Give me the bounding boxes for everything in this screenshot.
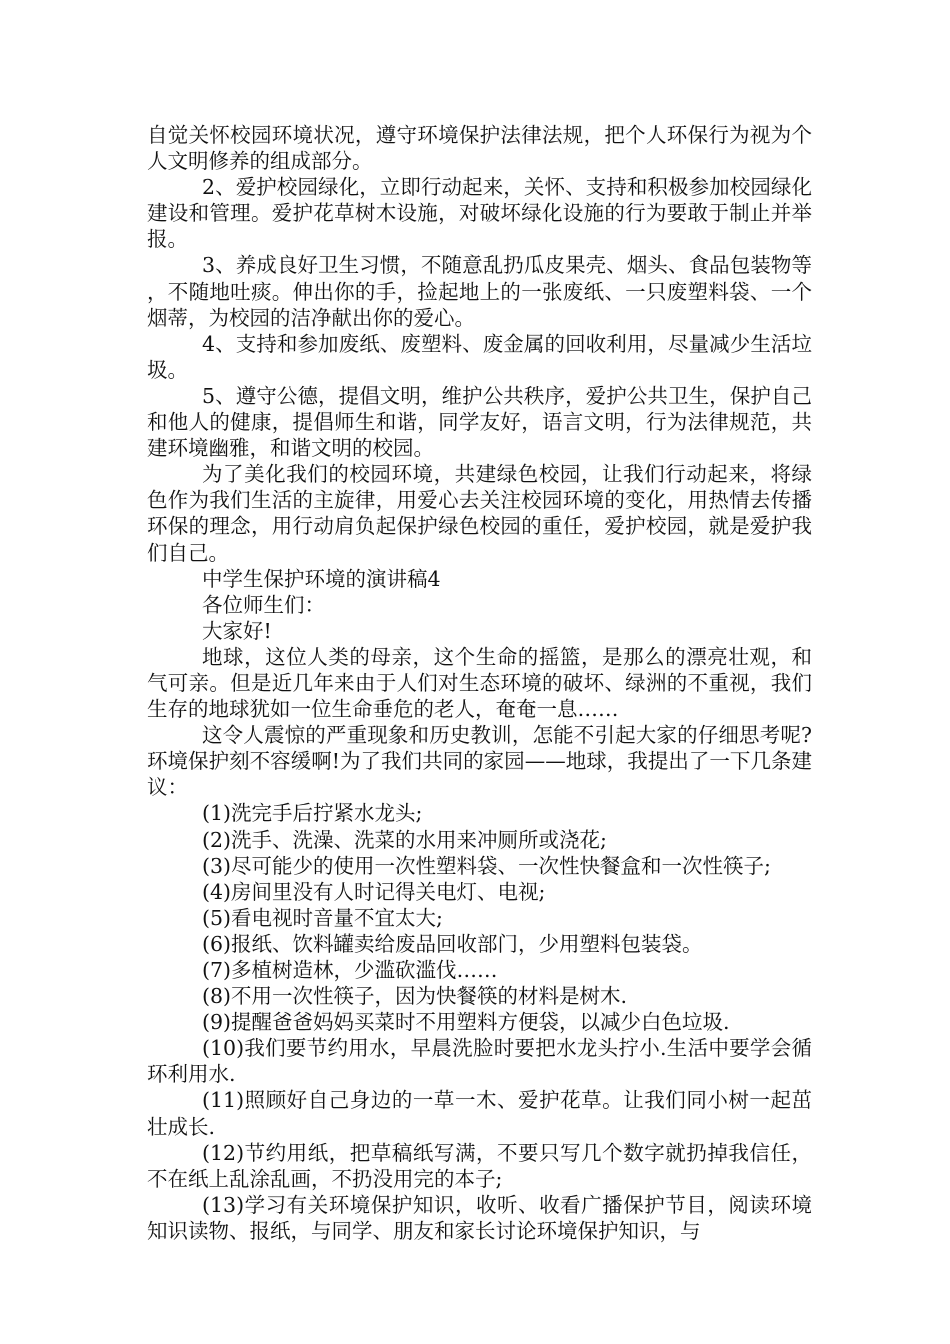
paragraph: 3、养成良好卫生习惯，不随意乱扔瓜皮果壳、烟头、食品包装物等，不随地吐痰。伸出你的手，捡起地上的一张废纸、一只废塑料袋、一个烟蒂，为校园的洁净献出你的爱心。 <box>147 253 812 330</box>
document-body <box>147 122 812 1244</box>
list-item: (9)提醒爸爸妈妈买菜时不用塑料方便袋，以减少白色垃圾. <box>202 1010 730 1035</box>
paragraph: 自觉关怀校园环境状况，遵守环境保护法律法规，把个人环保行为视为个人文明修养的组成部分。 <box>147 123 812 174</box>
salutation: 各位师生们： <box>202 592 325 617</box>
paragraph: 为了美化我们的校园环境，共建绿色校园，让我们行动起来，将绿色作为我们生活的主旋律，用爱心去关注校园环境的变化，用热情去传播环保的理念，用行动肩负起保护绿色校园的重任，爱护校园，就是爱护我们自己。 <box>147 462 812 565</box>
list-item: (5)看电视时音量不宜太大; <box>202 905 443 930</box>
paragraph: 5、遵守公德，提倡文明，维护公共秩序，爱护公共卫生，保护自己和他人的健康，提倡师生和谐，同学友好，语言文明，行为法律规范，共建环境幽雅，和谐文明的校园。 <box>147 383 812 461</box>
paragraph: 地球，这位人类的母亲，这个生命的摇篮，是那么的漂亮壮观，和气可亲。但是近几年来由于人们对生态环境的破坏、绿洲的不重视，我们生存的地球犹如一位生命垂危的老人，奄奄一息…… <box>147 644 812 722</box>
list-item: (7)多植树造林，少滥砍滥伐…… <box>202 958 498 982</box>
list-item: (13)学习有关环境保护知识，收听、收看广播保护节目，阅读环境知识读物、报纸，与同学、朋友和家长讨论环境保护知识，与 <box>147 1192 812 1243</box>
list-item: (2)洗手、洗澡、洗菜的水用来冲厕所或浇花; <box>202 827 607 852</box>
greeting: 大家好! <box>202 618 272 643</box>
list-item: (4)房间里没有人时记得关电灯、电视; <box>202 879 546 904</box>
list-item: (3)尽可能少的使用一次性塑料袋、一次性快餐盒和一次性筷子; <box>202 853 771 878</box>
list-item: (8)不用一次性筷子，因为快餐筷的材料是树木. <box>202 984 628 1009</box>
list-item: (6)报纸、饮料罐卖给废品回收部门，少用塑料包装袋。 <box>202 931 703 956</box>
list-item: (11)照顾好自己身边的一草一木、爱护花草。让我们同小树一起茁壮成长. <box>147 1088 812 1139</box>
paragraph: 4、支持和参加废纸、废塑料、废金属的回收利用，尽量减少生活垃圾。 <box>147 331 812 382</box>
list-item: (10)我们要节约用水，早晨洗脸时要把水龙头拧小.生活中要学会循环利用水. <box>147 1036 812 1087</box>
paragraph: 这令人震惊的严重现象和历史教训，怎能不引起大家的仔细思考呢?环境保护刻不容缓啊!为了我们共同的家园——地球，我提出了一下几条建议： <box>147 723 812 800</box>
section-heading: 中学生保护环境的演讲稿4 <box>202 566 441 591</box>
list-item: (12)节约用纸，把草稿纸写满，不要只写几个数字就扔掉我信任，不在纸上乱涂乱画，不扔没用完的本子; <box>147 1140 812 1191</box>
paragraph: 2、爱护校园绿化，立即行动起来，关怀、支持和积极参加校园绿化建设和管理。爱护花草树木设施，对破坏绿化设施的行为要敢于制止并举报。 <box>147 175 812 252</box>
list-item: (1)洗完手后拧紧水龙头; <box>202 801 423 826</box>
